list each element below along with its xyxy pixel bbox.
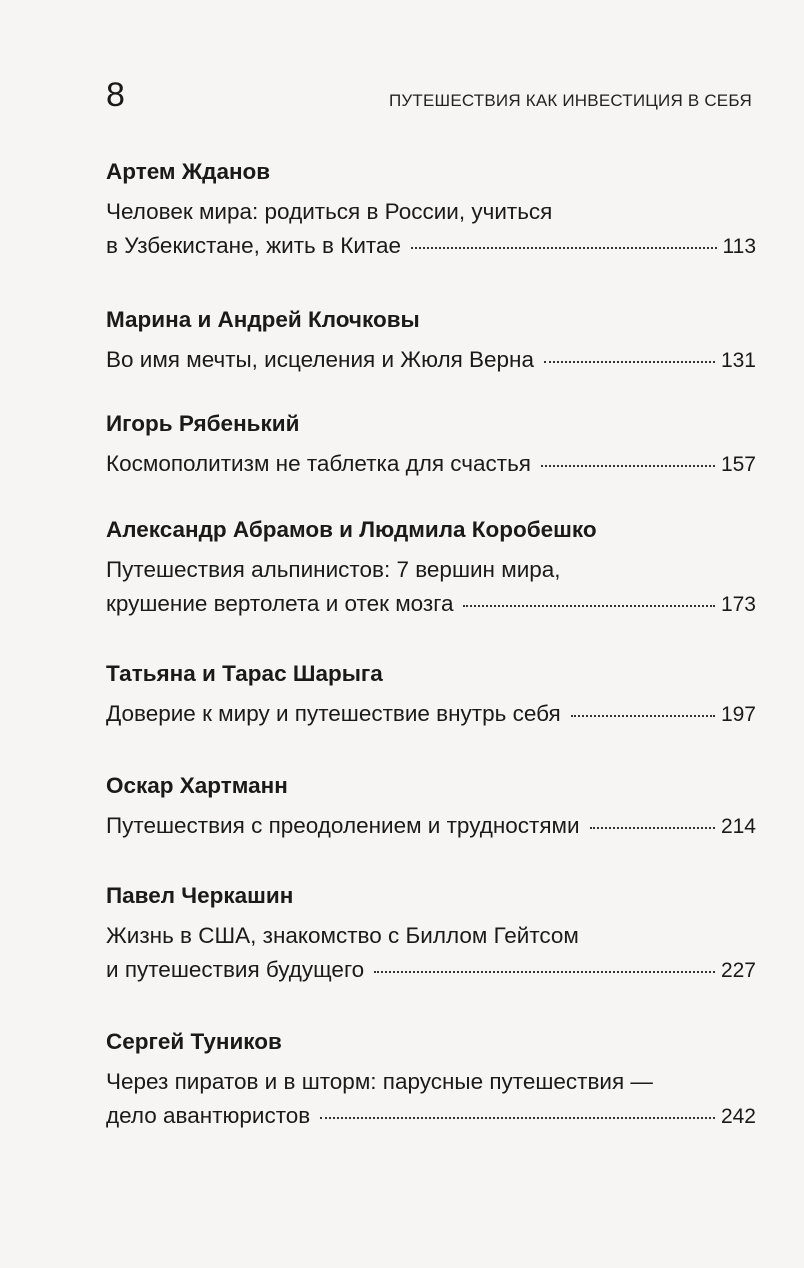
- dot-leader: [590, 826, 715, 829]
- entry-title-last-line: [106, 343, 756, 378]
- toc-entry: [106, 155, 756, 303]
- page-number: 8: [106, 76, 125, 114]
- entry-title-last-line: [106, 697, 756, 732]
- dot-leader: [541, 464, 715, 467]
- toc-entry: [106, 1025, 756, 1171]
- entry-author: Оскар Хартманн: [106, 773, 288, 798]
- running-head: ПУТЕШЕСТВИЯ КАК ИНВЕСТИЦИЯ В СЕБЯ: [389, 91, 752, 110]
- entry-author: Игорь Рябенький: [106, 411, 300, 436]
- entry-author: Марина и Андрей Клочковы: [106, 307, 420, 332]
- entry-page-number: 214: [720, 815, 756, 838]
- entry-title: [106, 553, 756, 622]
- entry-title: [106, 343, 756, 378]
- entry-title: [106, 919, 756, 988]
- entry-page-number: 242: [720, 1105, 756, 1128]
- entry-title: [106, 447, 756, 482]
- entry-title-last-line: [106, 587, 756, 622]
- entry-title-line: крушение вертолета и отек мозга: [106, 591, 454, 616]
- entry-title: [106, 697, 756, 732]
- entry-title-line: дело авантюристов: [106, 1103, 311, 1128]
- entry-page-number: 227: [720, 959, 756, 982]
- entry-author: Артем Жданов: [106, 159, 271, 184]
- toc-entry: [106, 769, 756, 879]
- dot-leader: [544, 360, 715, 363]
- entry-author: Татьяна и Тарас Шарыга: [106, 661, 383, 686]
- entry-title-line: Во имя мечты, исцеления и Жюля Верна: [106, 347, 534, 372]
- entry-title: [106, 1065, 756, 1134]
- toc-entry: [106, 513, 756, 657]
- entry-title-last-line: [106, 1099, 756, 1134]
- toc-entry: [106, 657, 756, 769]
- dot-leader: [571, 714, 715, 717]
- dot-leader: [411, 246, 717, 249]
- toc-entry: [106, 303, 756, 407]
- entry-page-number: 197: [720, 703, 756, 726]
- entry-title-last-line: [106, 953, 756, 988]
- entry-author: Александр Абрамов и Людмила Коробешко: [106, 517, 597, 542]
- entry-page-number: 157: [720, 453, 756, 476]
- entry-author: Павел Черкашин: [106, 883, 294, 908]
- toc-entry: [106, 407, 756, 513]
- entry-title-last-line: [106, 229, 756, 264]
- entry-title-line: Жизнь в США, знакомство с Биллом Гейтсом: [106, 923, 579, 948]
- entry-title-line: в Узбекистане, жить в Китае: [106, 233, 401, 258]
- dot-leader: [374, 970, 715, 973]
- entry-title-line: Путешествия с преодолением и трудностями: [106, 813, 580, 838]
- entry-title-last-line: [106, 447, 756, 482]
- entry-title-line: Через пиратов и в шторм: парусные путешествия —: [106, 1069, 653, 1094]
- dot-leader: [320, 1116, 715, 1119]
- table-of-contents: [106, 155, 756, 1171]
- entry-page-number: 173: [720, 593, 756, 616]
- entry-title-line: Доверие к миру и путешествие внутрь себя: [106, 701, 561, 726]
- entry-title: [106, 809, 756, 844]
- dot-leader: [463, 604, 714, 607]
- entry-title-line: и путешествия будущего: [106, 957, 365, 982]
- entry-page-number: 131: [720, 349, 756, 372]
- entry-author: Сергей Туников: [106, 1029, 282, 1054]
- entry-page-number: 113: [722, 235, 756, 258]
- entry-title: [106, 195, 756, 264]
- toc-entry: [106, 879, 756, 1025]
- entry-title-line: Человек мира: родиться в России, учиться: [106, 199, 553, 224]
- entry-title-line: Космополитизм не таблетка для счастья: [106, 451, 531, 476]
- entry-title-line: Путешествия альпинистов: 7 вершин мира,: [106, 557, 561, 582]
- entry-title-last-line: [106, 809, 756, 844]
